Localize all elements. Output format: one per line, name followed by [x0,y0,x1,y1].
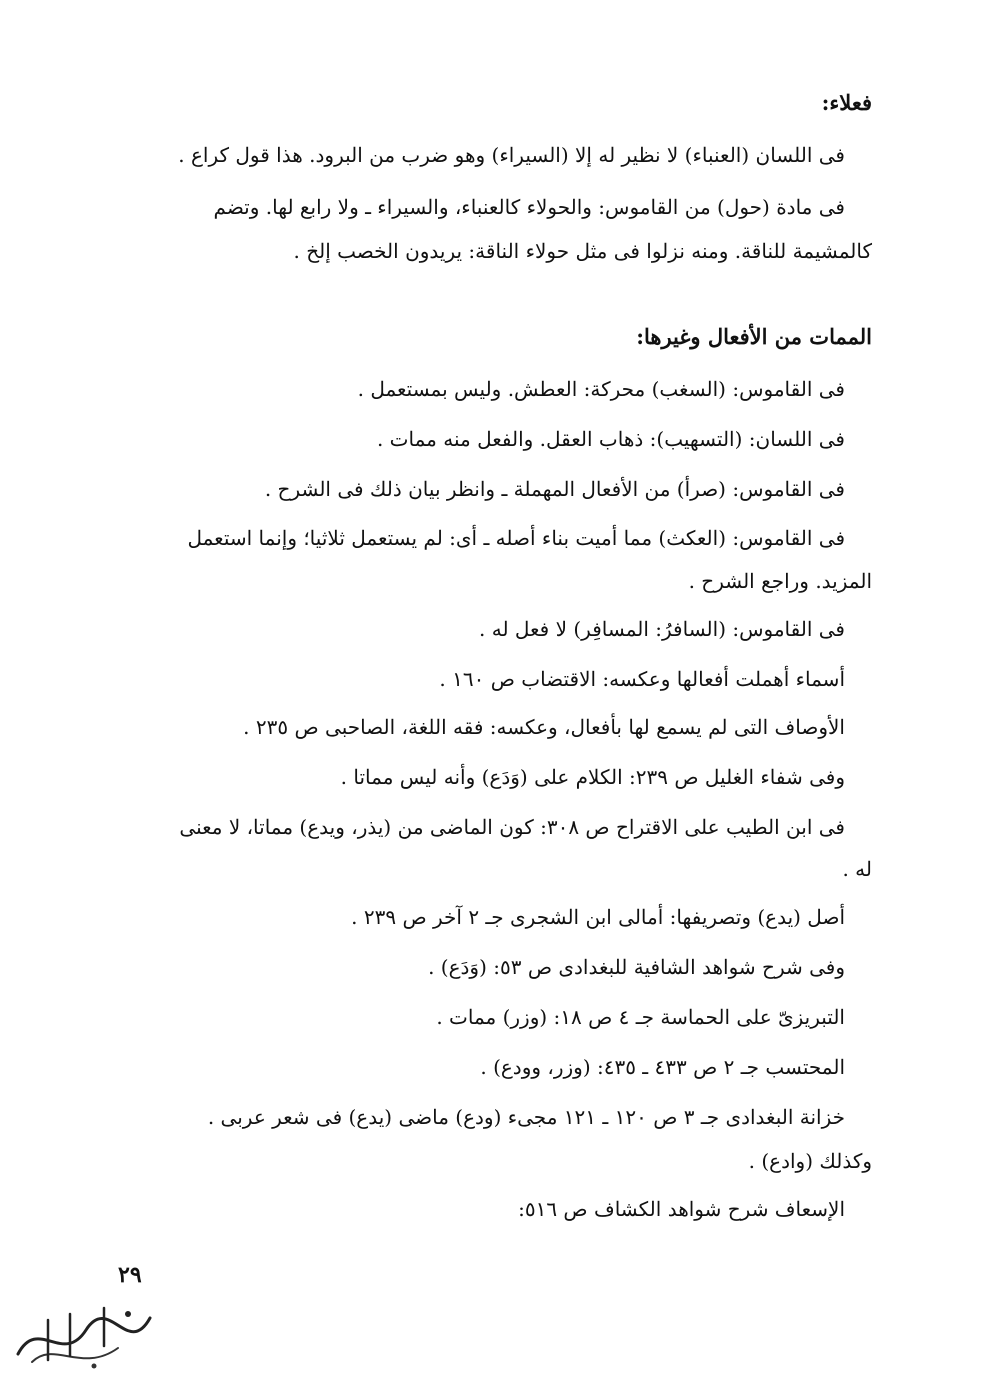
section-heading-fulaa: فعلاء: [821,90,872,115]
reference-khizana-line2: وكذلك (وادع) . [748,1149,872,1173]
entry-saghab: فى القاموس: (السغب) محركة: العطش. وليس بمستعمل . [357,377,845,401]
calligraphy-stamp-logo [8,1296,158,1376]
entry-ibn-tayyib-line1: فى ابن الطيب على الاقتراح ص ٣٠٨: كون الماضى من (يذر، ويدع) مماتا، لا معنى [179,815,845,839]
reference-tabrizi: التبريزىّ على الحماسة جـ ٤ ص ١٨: (وزر) ممات . [436,1005,845,1029]
reference-isaf: الإسعاف شرح شواهد الكشاف ص ٥١٦: [518,1197,845,1221]
reference-yada: أصل (يدع) وتصريفها: أمالى ابن الشجرى جـ ٢ آخر ص ٢٣٩ . [351,905,845,929]
entry-ibn-tayyib-line2: له . [842,857,872,881]
section-heading-mumat: الممات من الأفعال وغيرها: [636,324,872,349]
entry-akth-line1: فى القاموس: (العكث) مما أميت بناء أصله ـ أى: لم يستعمل ثلاثيا؛ وإنما استعمل [187,526,845,550]
paragraph-lisan-anbaa: فى اللسان (العنباء) لا نظير له إلا (السيراء) وهو ضرب من البرود. هذا قول كراع . [178,143,845,167]
paragraph-qamus-hawl-line1: فى مادة (حول) من القاموس: والحولاء كالعنباء، والسيراء ـ ولا رابع لها. وتضم [213,195,845,219]
reference-shafiya: وفى شرح شواهد الشافية للبغدادى ص ٥٣: (وَدَع) . [428,955,845,979]
entry-safir: فى القاموس: (السافرُ: المسافِر) لا فعل له . [479,617,845,641]
entry-akth-line2: المزيد. وراجع الشرح . [688,569,872,593]
entry-shifaa: وفى شفاء الغليل ص ٢٣٩: الكلام على (وَدَع) وأنه ليس مماتا . [340,765,845,789]
entry-asmaa: أسماء أهملت أفعالها وعكسه: الاقتضاب ص ١٦٠ . [439,667,845,691]
entry-tashib: فى اللسان: (التسهيب): ذهاب العقل. والفعل منه ممات . [376,427,845,451]
entry-awsaf: الأوصاف التى لم يسمع لها بأفعال، وعكسه: فقه اللغة، الصاحبى ص ٢٣٥ . [243,715,845,739]
paragraph-qamus-hawl-line2: كالمشيمة للناقة. ومنه نزلوا فى مثل حولاء الناقة: يريدون الخصب إلخ . [293,239,872,263]
reference-muhtasab: المحتسب جـ ٢ ص ٤٣٣ ـ ٤٣٥: (وزر، وودع) . [480,1055,845,1079]
reference-khizana-line1: خزانة البغدادى جـ ٣ ص ١٢٠ ـ ١٢١ مجىء (ودع) ماضى (يدع) فى شعر عربى . [207,1105,845,1129]
page-number: ٢٩ [118,1262,142,1288]
entry-sara: فى القاموس: (صرأ) من الأفعال المهملة ـ وانظر بيان ذلك فى الشرح . [264,477,845,501]
